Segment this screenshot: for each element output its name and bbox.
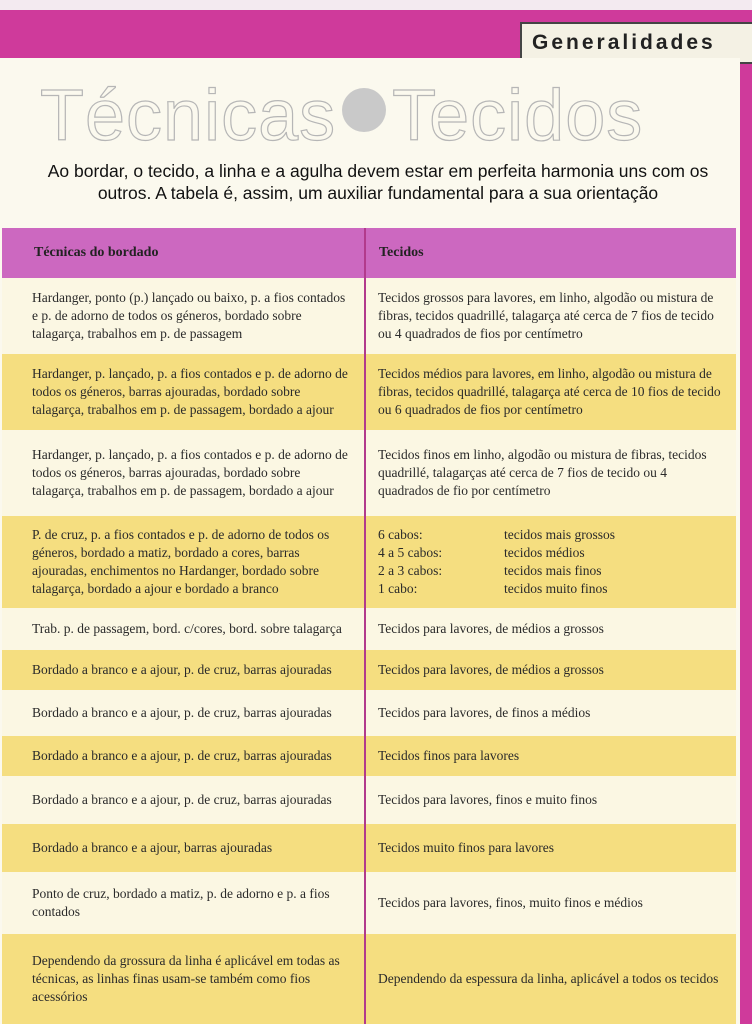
technique-cell: Hardanger, p. lançado, p. a fios contados e p. de adorno de todos os géneros, barras ajouradas, bordado sobre talagarça, trabalhos em p. de passagem, bordado a ajour — [32, 366, 348, 417]
technique-cell: Bordado a branco e a ajour, p. de cruz, barras ajouradas — [32, 792, 332, 807]
technique-cell: Bordado a branco e a ajour, p. de cruz, barras ajouradas — [32, 748, 332, 763]
cabos-label: 6 cabos: — [378, 527, 423, 542]
fabric-cell: Tecidos muito finos para lavores — [378, 840, 555, 855]
fabric-cell: Tecidos para lavores, de médios a grossos — [378, 621, 604, 636]
cabos-value: tecidos mais grossos — [504, 527, 615, 542]
table-row — [2, 430, 736, 516]
technique-cell: Bordado a branco e a ajour, p. de cruz, barras ajouradas — [32, 705, 332, 720]
fabric-cell: Tecidos finos em linho, algodão ou mistura de fibras, tecidos quadrillé, talagarças até cerca de 7 fios de tecido ou 4 quadrados de fio por centímetro — [378, 447, 707, 498]
cabos-label: 2 a 3 cabos: — [378, 563, 443, 578]
technique-cell: Dependendo da grossura da linha é aplicável em todas as técnicas, as linhas finas usam-se também como fios acessórios — [32, 953, 340, 1004]
title-dot-icon — [342, 88, 386, 132]
cabos-label: 4 a 5 cabos: — [378, 545, 443, 560]
title-right: Tecidos — [392, 76, 644, 156]
technique-cell: Bordado a branco e a ajour, barras ajouradas — [32, 840, 273, 855]
header-fabrics: Tecidos — [379, 245, 424, 260]
technique-cell: P. de cruz, p. a fios contados e p. de adorno de todos os géneros, bordado a matiz, bordado a cores, barras ajouradas, enchimentos no Hardanger, bordado sobre talagarça, bordado a ajour e bordado a branco — [32, 527, 330, 596]
fabric-cell: Tecidos para lavores, de médios a grossos — [378, 662, 604, 677]
top-strip — [0, 0, 752, 10]
fabric-cell: Dependendo da espessura da linha, aplicável a todos os tecidos — [378, 971, 719, 986]
fabric-cell: Tecidos para lavores, de finos a médios — [378, 705, 591, 720]
fabric-cell: Tecidos para lavores, finos, muito finos e médios — [378, 895, 643, 910]
technique-cell: Hardanger, p. lançado, p. a fios contados e p. de adorno de todos os géneros, barras ajouradas, bordado sobre talagarça, trabalhos em p. de passagem, bordado a ajour — [32, 447, 348, 498]
intro-text: Ao bordar, o tecido, a linha e a agulha devem estar em perfeita harmonia uns com os outros. A tabela é, assim, um auxiliar fundamental para a sua orientação — [47, 161, 709, 203]
technique-cell: Hardanger, ponto (p.) lançado ou baixo, p. a fios contados e p. de adorno de todos os géneros, bordado sobre talagarça, trabalhos em p. de passagem — [32, 290, 346, 341]
page-title — [40, 66, 730, 166]
title-left: Técnicas — [40, 76, 337, 156]
reference-table — [2, 228, 736, 1024]
technique-cell: Bordado a branco e a ajour, p. de cruz, barras ajouradas — [32, 662, 332, 677]
fabric-cell: Tecidos finos para lavores — [378, 748, 520, 763]
fabric-cell: Tecidos grossos para lavores, em linho, algodão ou mistura de fibras, tecidos quadrillé, talagarça até cerca de 7 fios de tecido ou 4 quadrados de fios por centímetro — [378, 290, 714, 341]
table-row — [2, 690, 736, 736]
table-row — [2, 650, 736, 690]
table-header — [2, 228, 736, 278]
fabric-cell: Tecidos médios para lavores, em linho, algodão ou mistura de fibras, tecidos quadrillé, talagarça até cerca de 10 fios de tecido ou 6 quadrados de fios por centímetro — [378, 366, 721, 417]
table-row — [2, 776, 736, 824]
technique-cell: Ponto de cruz, bordado a matiz, p. de adorno e p. a fios contados — [32, 886, 330, 919]
table-row — [2, 516, 736, 608]
table-row — [2, 872, 736, 934]
page — [0, 58, 740, 1024]
table-row — [2, 278, 736, 354]
column-divider — [364, 228, 366, 1024]
cabos-value: tecidos mais finos — [504, 563, 602, 578]
table-row — [2, 736, 736, 776]
cabos-value: tecidos médios — [504, 545, 585, 560]
technique-cell: Trab. p. de passagem, bord. c/cores, bord. sobre talagarça — [32, 621, 342, 636]
header-techniques: Técnicas do bordado — [34, 245, 159, 260]
table-row — [2, 608, 736, 650]
fabric-cell: Tecidos para lavores, finos e muito finos — [378, 792, 598, 807]
cabos-list — [378, 526, 615, 598]
section-tag: Generalidades — [520, 22, 752, 64]
table-row — [2, 354, 736, 430]
fabric-cell — [364, 516, 736, 608]
cabos-value: tecidos muito finos — [504, 581, 608, 596]
cabos-label: 1 cabo: — [378, 581, 418, 596]
table-row — [2, 934, 736, 1024]
table-row — [2, 824, 736, 872]
